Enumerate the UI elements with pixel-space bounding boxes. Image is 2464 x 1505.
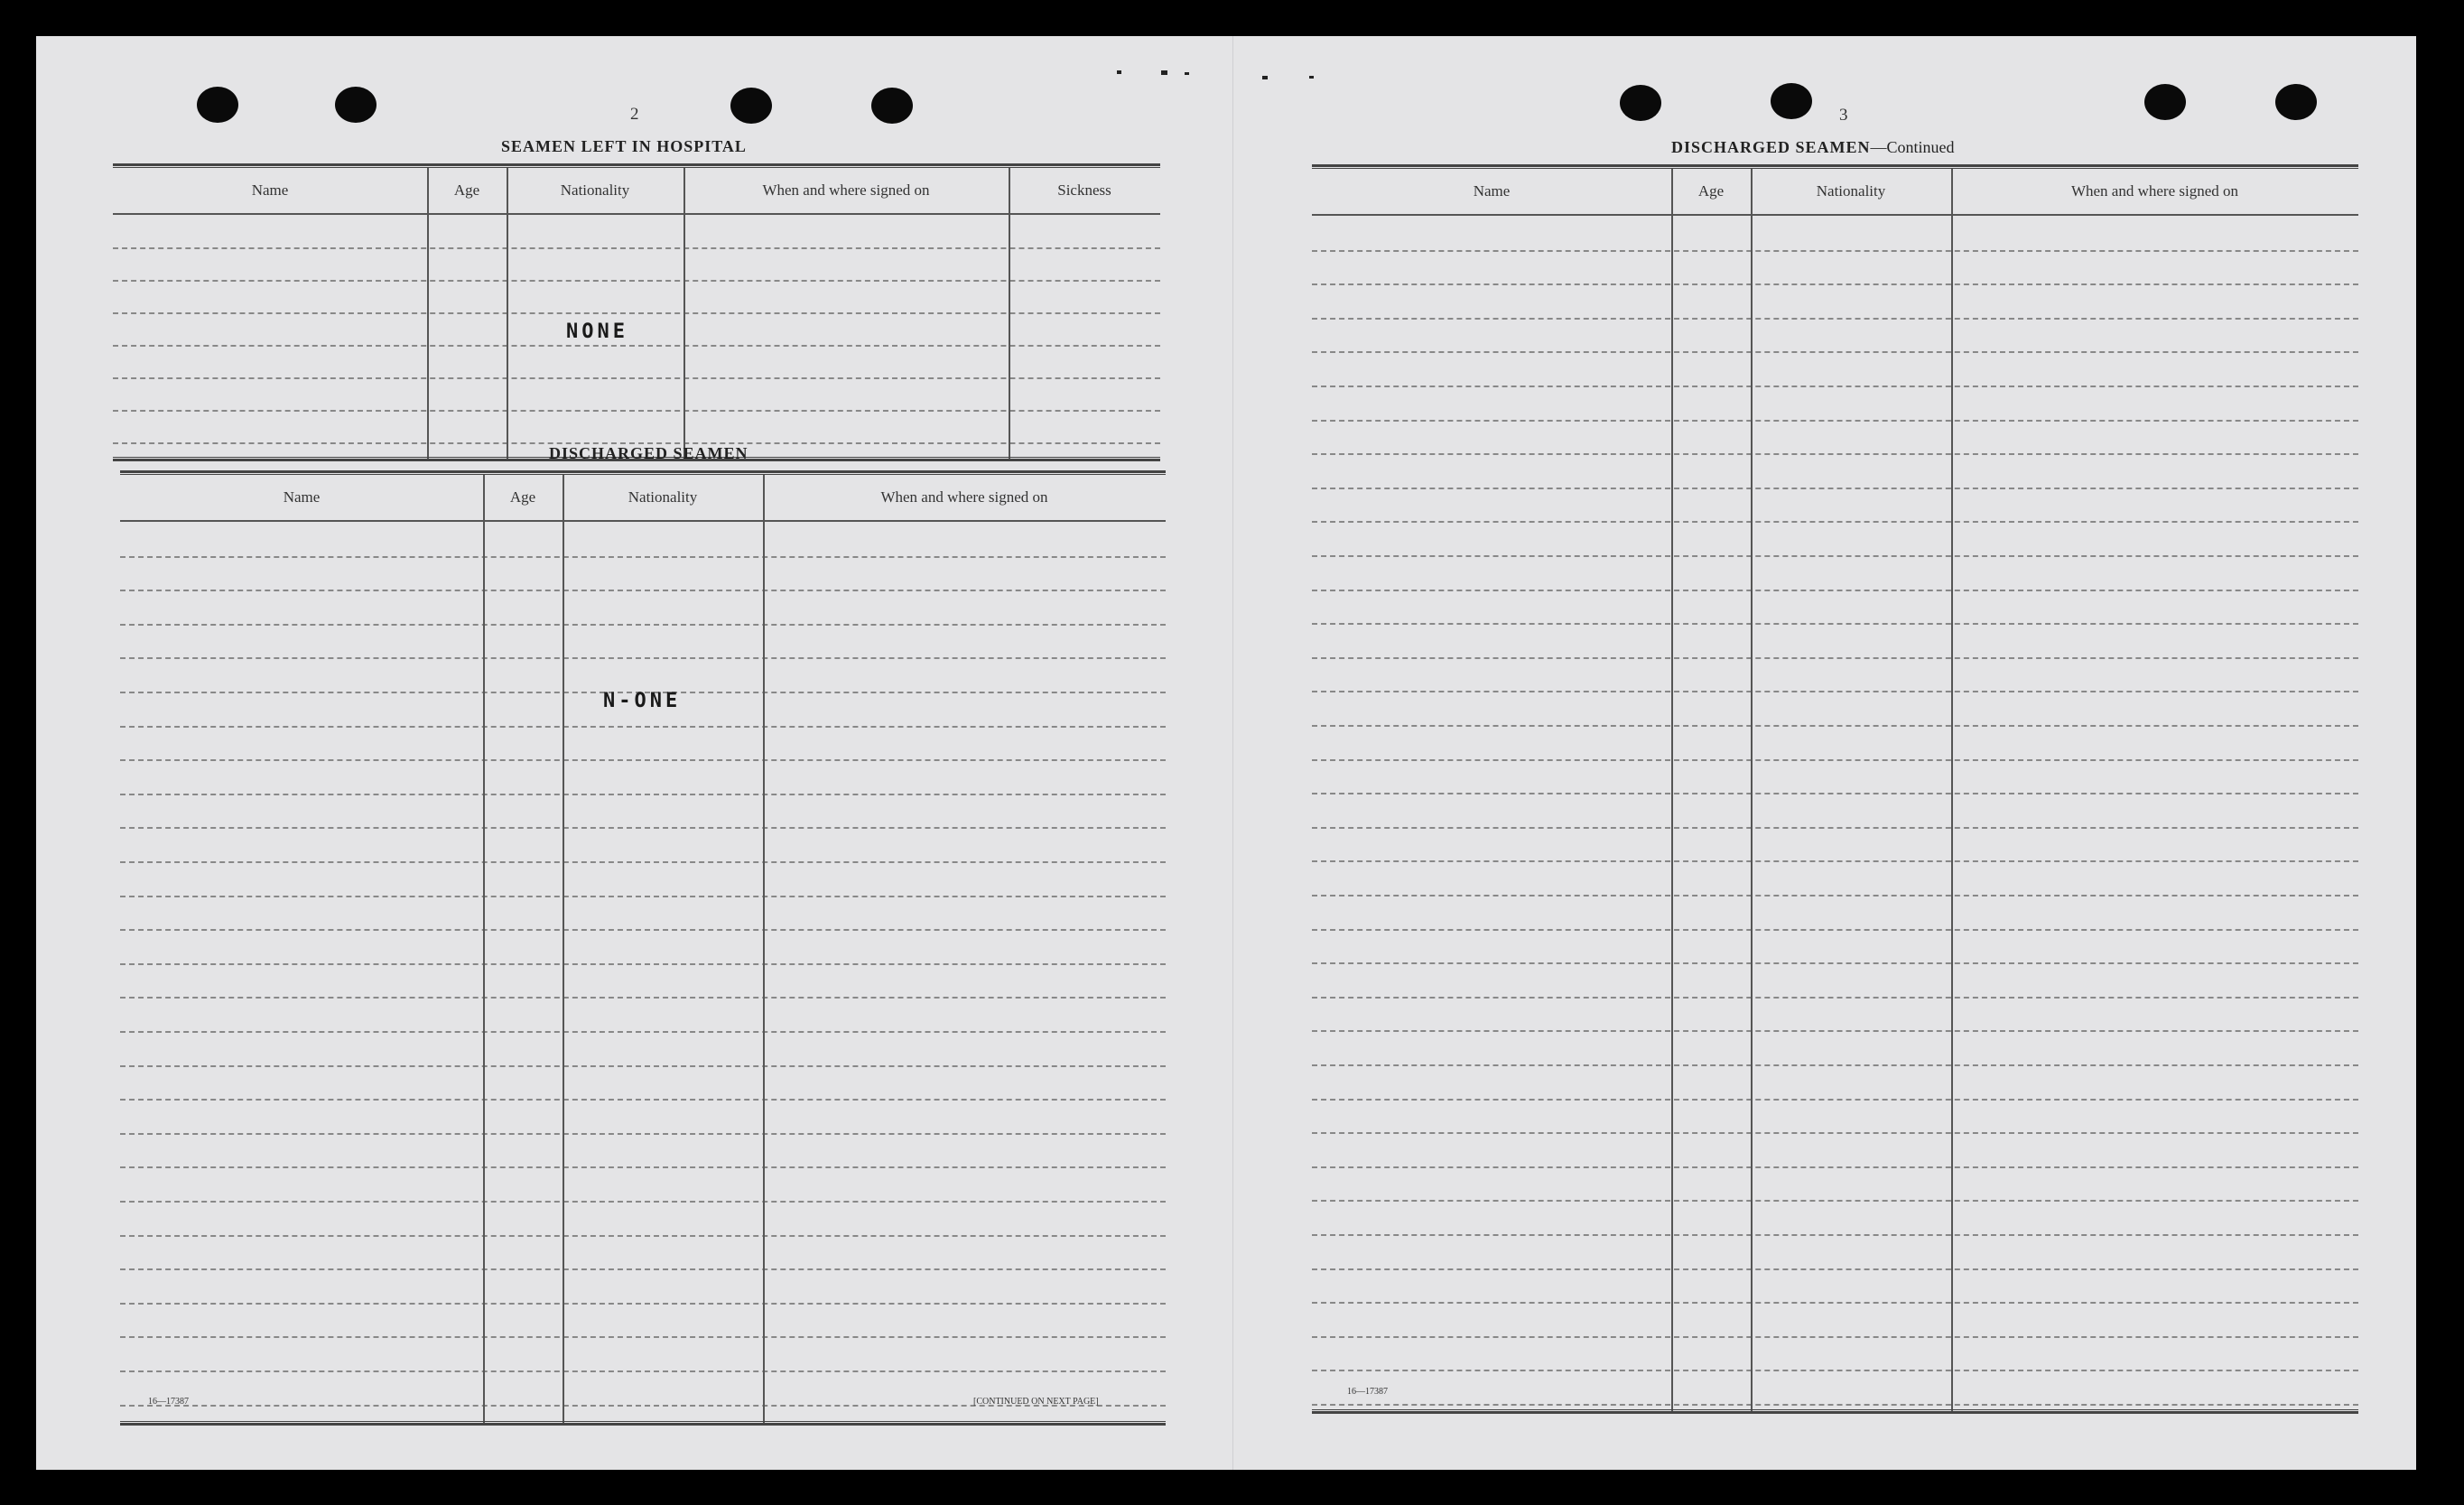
column-header-signed-on: When and where signed on bbox=[762, 181, 930, 199]
punch-hole bbox=[335, 87, 377, 123]
table-row bbox=[1312, 420, 2358, 422]
table-row bbox=[1312, 351, 2358, 353]
table-row bbox=[1312, 657, 2358, 659]
punch-hole bbox=[730, 88, 772, 124]
table-row bbox=[1312, 590, 2358, 591]
hospital-title: SEAMEN LEFT IN HOSPITAL bbox=[501, 137, 747, 155]
table-row bbox=[1312, 1099, 2358, 1101]
table-row bbox=[1312, 929, 2358, 931]
table-row bbox=[120, 1031, 1166, 1033]
table-row bbox=[1312, 793, 2358, 794]
ink-speck bbox=[1117, 70, 1121, 74]
table-row bbox=[120, 997, 1166, 999]
table-row bbox=[120, 1099, 1166, 1101]
table-row bbox=[120, 624, 1166, 626]
table-row bbox=[120, 794, 1166, 795]
punch-hole bbox=[1771, 83, 1812, 119]
continued-title-main: DISCHARGED SEAMEN bbox=[1671, 138, 1871, 156]
table-row bbox=[120, 1133, 1166, 1135]
table-row bbox=[120, 726, 1166, 728]
column-header-nationality: Nationality bbox=[628, 488, 698, 506]
column-header-signed-on: When and where signed on bbox=[880, 488, 1048, 506]
none-stamp: N-ONE bbox=[603, 690, 682, 712]
table-bottom-rule bbox=[1312, 1409, 2358, 1414]
continued-title-suffix: —Continued bbox=[1870, 138, 1955, 156]
table-row bbox=[1312, 318, 2358, 320]
table-row bbox=[1312, 521, 2358, 523]
form-code-left: 16—17387 bbox=[148, 1397, 189, 1407]
column-header-age: Age bbox=[1697, 182, 1725, 200]
table-row bbox=[113, 410, 1160, 412]
punch-hole bbox=[2275, 84, 2317, 120]
column-divider bbox=[507, 168, 508, 461]
table-row bbox=[120, 861, 1166, 863]
table-row bbox=[1312, 623, 2358, 625]
table-row bbox=[120, 1201, 1166, 1203]
column-header-name: Name bbox=[251, 181, 289, 199]
table-row bbox=[120, 1268, 1166, 1270]
table-row bbox=[1312, 827, 2358, 829]
table-row bbox=[120, 896, 1166, 897]
table-row bbox=[1312, 488, 2358, 489]
column-divider bbox=[763, 475, 765, 1426]
table-row bbox=[1312, 997, 2358, 999]
continued-table bbox=[1312, 164, 2358, 1414]
table-row bbox=[1312, 1268, 2358, 1270]
table-row bbox=[1312, 1200, 2358, 1202]
table-row bbox=[113, 312, 1160, 314]
column-header-age: Age bbox=[509, 488, 536, 506]
table-row bbox=[120, 1303, 1166, 1305]
column-divider bbox=[1751, 169, 1753, 1414]
column-divider bbox=[483, 475, 485, 1426]
table-row bbox=[1312, 1132, 2358, 1134]
table-row bbox=[1312, 283, 2358, 285]
ink-speck bbox=[1262, 76, 1268, 79]
continued-title bbox=[1671, 138, 1955, 157]
table-row bbox=[1312, 895, 2358, 896]
table-row bbox=[120, 556, 1166, 558]
column-header-signed-on: When and where signed on bbox=[2070, 182, 2239, 200]
continued-note: [CONTINUED ON NEXT PAGE] bbox=[973, 1397, 1099, 1407]
column-header-sickness: Sickness bbox=[1057, 181, 1111, 199]
table-row bbox=[1312, 1302, 2358, 1304]
table-row bbox=[1312, 1030, 2358, 1032]
table-row bbox=[120, 1370, 1166, 1372]
table-row bbox=[113, 280, 1160, 282]
table-row bbox=[120, 759, 1166, 761]
table-row bbox=[1312, 453, 2358, 455]
table-row bbox=[1312, 759, 2358, 761]
table-row bbox=[120, 1166, 1166, 1168]
table-row bbox=[120, 963, 1166, 965]
discharged-table bbox=[120, 470, 1166, 1426]
table-row bbox=[113, 377, 1160, 379]
table-row bbox=[1312, 962, 2358, 964]
column-header-name: Name bbox=[1473, 182, 1511, 200]
form-code-right: 16—17387 bbox=[1347, 1387, 1388, 1397]
table-row bbox=[113, 247, 1160, 249]
table-row bbox=[1312, 1166, 2358, 1168]
table-row bbox=[1312, 1234, 2358, 1236]
table-row bbox=[120, 929, 1166, 931]
column-divider bbox=[1951, 169, 1953, 1414]
page-number-left: 2 bbox=[630, 105, 639, 124]
page-number-right: 3 bbox=[1839, 106, 1848, 125]
column-header-nationality: Nationality bbox=[1816, 182, 1886, 200]
table-row bbox=[120, 1235, 1166, 1237]
column-divider bbox=[563, 475, 564, 1426]
table-row bbox=[120, 590, 1166, 591]
form-sheet bbox=[36, 36, 2416, 1470]
punch-hole bbox=[1620, 85, 1661, 121]
column-divider bbox=[683, 168, 685, 461]
table-header bbox=[1312, 169, 2358, 216]
table-header bbox=[120, 475, 1166, 522]
table-row bbox=[1312, 1404, 2358, 1406]
table-row bbox=[120, 827, 1166, 829]
table-row bbox=[1312, 1336, 2358, 1338]
table-row bbox=[120, 657, 1166, 659]
table-row bbox=[1312, 725, 2358, 727]
discharged-title: DISCHARGED SEAMEN bbox=[549, 444, 748, 462]
table-row bbox=[1312, 691, 2358, 692]
punch-hole bbox=[197, 87, 238, 123]
table-row bbox=[120, 1336, 1166, 1338]
none-stamp: NONE bbox=[566, 321, 628, 343]
table-row bbox=[1312, 1370, 2358, 1371]
table-row bbox=[1312, 860, 2358, 862]
column-header-name: Name bbox=[283, 488, 321, 506]
table-row bbox=[1312, 386, 2358, 387]
table-row bbox=[113, 345, 1160, 347]
punch-hole bbox=[871, 88, 913, 124]
column-divider bbox=[1671, 169, 1673, 1414]
table-row bbox=[1312, 250, 2358, 252]
column-divider bbox=[427, 168, 429, 461]
page-fold bbox=[1232, 36, 1233, 1470]
table-row bbox=[1312, 1064, 2358, 1066]
table-row bbox=[120, 1065, 1166, 1067]
table-header bbox=[113, 168, 1160, 215]
table-bottom-rule bbox=[120, 1421, 1166, 1426]
punch-hole bbox=[2144, 84, 2186, 120]
column-divider bbox=[1009, 168, 1010, 461]
column-header-nationality: Nationality bbox=[560, 181, 630, 199]
ink-speck bbox=[1161, 70, 1167, 75]
hospital-table bbox=[113, 163, 1160, 461]
ink-speck bbox=[1185, 72, 1189, 75]
table-row bbox=[1312, 555, 2358, 557]
ink-speck bbox=[1309, 76, 1314, 79]
column-header-age: Age bbox=[453, 181, 480, 199]
